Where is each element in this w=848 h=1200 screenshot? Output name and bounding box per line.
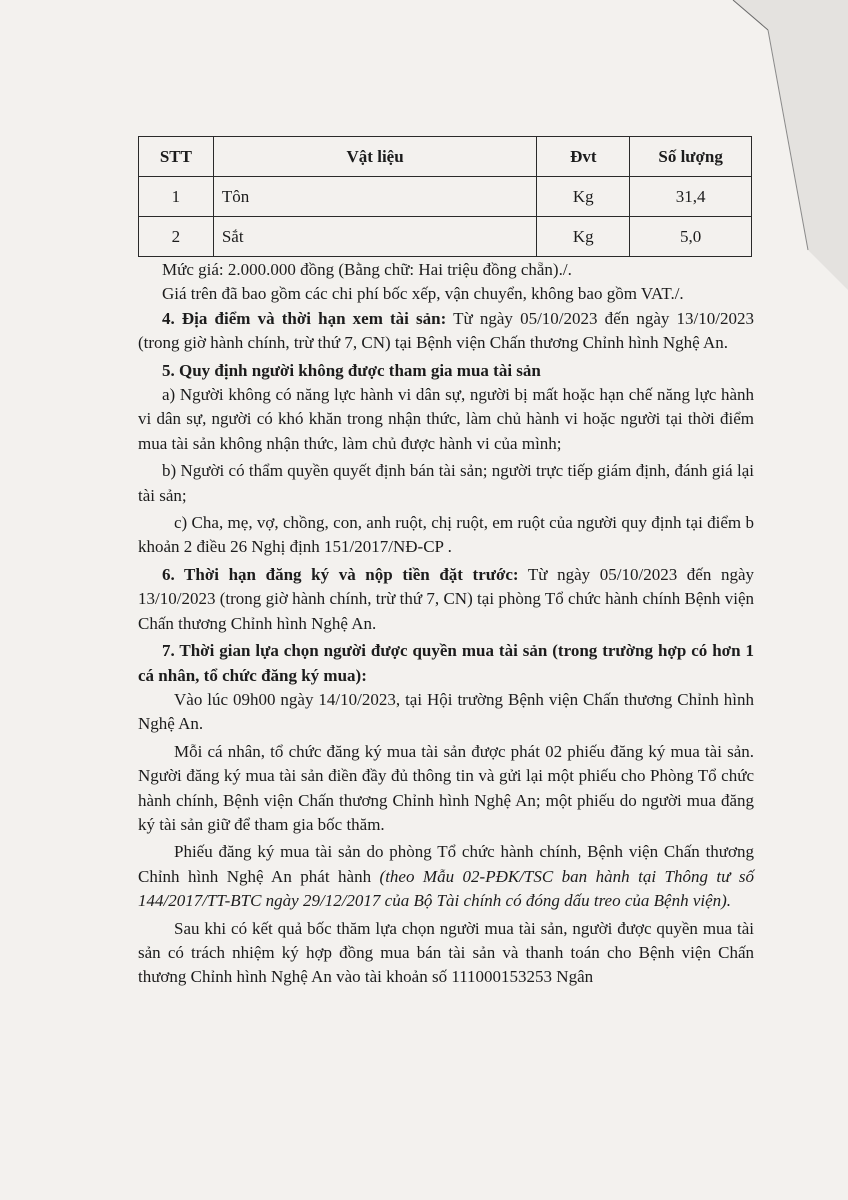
header-stt: STT (139, 137, 214, 177)
header-material: Vật liệu (213, 137, 537, 177)
section-7-paragraph-4: Sau khi có kết quả bốc thăm lựa chọn người mua tài sản, người được quyền mua tài sản có trách nhiệm ký hợp đồng mua bán tài sản và thanh toán cho Bệnh viện Chấn thương Chỉnh hình Nghệ An vào tài khoản số 111000153253 Ngân (138, 918, 754, 987)
table-row (139, 177, 752, 217)
section-7-paragraph-2: Mỗi cá nhân, tổ chức đăng ký mua tài sản được phát 02 phiếu đăng ký mua tài sản. Người đăng ký mua tài sản điền đầy đủ thông tin và gửi lại một phiếu cho Phòng Tổ chức hành chính, Bệnh viện Chấn thương Chỉnh hình Nghệ An; một phiếu do người mua đăng ký tài sản giữ để tham gia bốc thăm. (138, 741, 754, 834)
section-5-item-c: c) Cha, mẹ, vợ, chồng, con, anh ruột, chị ruột, em ruột của người quy định tại điểm b khoản 2 điều 26 Nghị định 151/2017/NĐ-CP . (138, 513, 754, 557)
materials-table (138, 136, 752, 257)
cell-unit: Kg (537, 217, 630, 257)
section-7-paragraph-3-italic: (theo Mẫu 02-PĐK/TSC ban hành tại Thông tư số 144/2017/TT-BTC ngày 29/12/2017 của Bộ Tài chính có đóng dấu treo của Bệnh viện). (138, 866, 754, 911)
section-6-heading: 6. Thời hạn đăng ký và nộp tiền đặt trước: (162, 564, 519, 584)
section-5-item-b: b) Người có thẩm quyền quyết định bán tài sản; người trực tiếp giám định, đánh giá lại tài sản; (138, 461, 754, 505)
cell-quantity: 5,0 (630, 217, 752, 257)
table-row (139, 217, 752, 257)
table-header-row (139, 137, 752, 177)
section-4-heading: 4. Địa điểm và thời hạn xem tài sản: (162, 308, 447, 328)
price-note: Giá trên đã bao gồm các chi phí bốc xếp, vận chuyển, không bao gồm VAT./. (162, 284, 684, 304)
cell-stt: 2 (139, 217, 214, 257)
cell-stt: 1 (139, 177, 214, 217)
header-quantity: Số lượng (630, 137, 752, 177)
header-unit: Đvt (537, 137, 630, 177)
section-7-paragraph-1: Vào lúc 09h00 ngày 14/10/2023, tại Hội trường Bệnh viện Chấn thương Chỉnh hình Nghệ An. (138, 689, 754, 734)
section-6-text: Từ ngày 05/10/2023 đến ngày 13/10/2023 (trong giờ hành chính, trừ thứ 7, CN) tại phòng Tổ chức hành chính Bệnh viện Chấn thương Chỉnh hình Nghệ An. (138, 564, 754, 633)
document-body (138, 258, 754, 990)
section-7-heading: 7. Thời gian lựa chọn người được quyền mua tài sản (trong trường hợp có hơn 1 cá nhân, tổ chức đăng ký mua): (138, 641, 754, 685)
cell-quantity: 31,4 (630, 177, 752, 217)
section-7-paragraph-3 (138, 840, 754, 913)
section-6 (138, 563, 754, 636)
section-5-heading: 5. Quy định người không được tham gia mua tài sản (162, 360, 541, 380)
cell-material: Tôn (213, 177, 537, 217)
price-line: Mức giá: 2.000.000 đồng (Bằng chữ: Hai triệu đồng chẵn)./. (162, 260, 572, 279)
section-4 (138, 307, 754, 356)
section-5-item-a: a) Người không có năng lực hành vi dân sự, người bị mất hoặc hạn chế năng lực hành vi dân sự, người có khó khăn trong nhận thức, làm chủ hành vi hoặc người tại thời điểm mua tài sản không nhận thức, làm chủ được hành vi của mình; (138, 385, 754, 453)
section-7-paragraph-3-text: Phiếu đăng ký mua tài sản do phòng Tổ chức hành chính, Bệnh viện Chấn thương Chỉnh hình Nghệ An phát hành (138, 842, 754, 886)
cell-unit: Kg (537, 177, 630, 217)
section-4-text: Từ ngày 05/10/2023 đến ngày 13/10/2023 (trong giờ hành chính, trừ thứ 7, CN) tại Bệnh viện Chấn thương Chỉnh hình Nghệ An. (138, 308, 754, 353)
cell-material: Sắt (213, 217, 537, 257)
